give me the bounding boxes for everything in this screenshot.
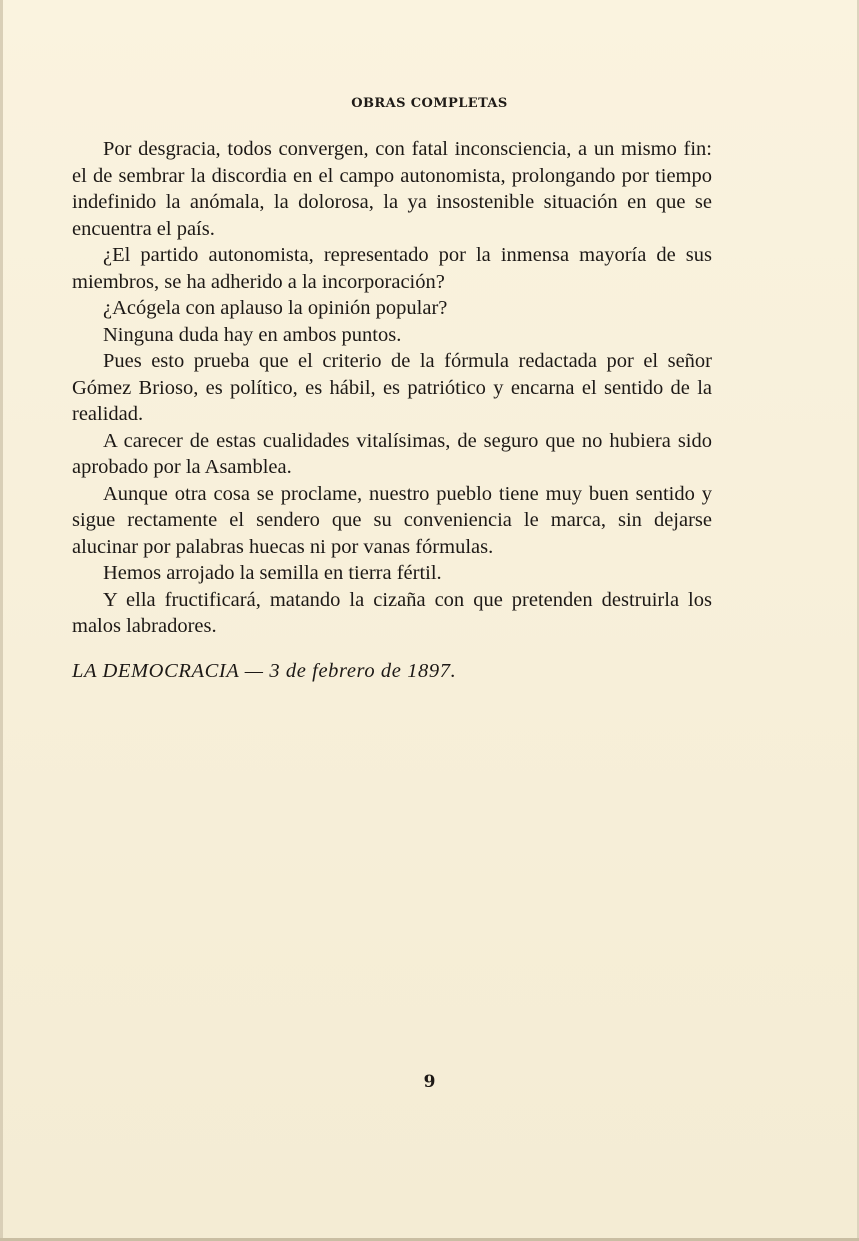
paragraph-2: ¿El partido autonomista, representado por la inmensa mayoría de sus miembros, se ha adherido a la incorporación? [72,244,712,293]
source-signature: LA DEMOCRACIA — 3 de febrero de 1897. [72,660,457,682]
paragraph-4: Ninguna duda hay en ambos puntos. [103,323,402,346]
running-head: OBRAS COMPLETAS [351,96,508,111]
paragraph-1: Por desgracia, todos convergen, con fatal inconsciencia, a un mismo fin: el de sembrar la discordia en el campo autonomista, prolongando por tiempo indefinido la anómala, la dolorosa, la ya insostenible situación en que se encuentra el país. [72,138,712,240]
paragraph-8: Hemos arrojado la semilla en tierra fértil. [103,562,442,584]
article-body [72,136,712,640]
paragraph-5: Pues esto prueba que el criterio de la fórmula redactada por el señor Gómez Brioso, es político, es hábil, es patriótico y encarna el sentido de la realidad. [72,350,712,425]
paragraph-6: A carecer de estas cualidades vitalísimas, de seguro que no hubiera sido aprobado por la Asamblea. [72,429,712,478]
page-number: 9 [423,1072,436,1092]
paragraph-9: Y ella fructificará, matando la cizaña con que pretenden destruirla los malos labradores. [72,588,712,637]
paragraph-7: Aunque otra cosa se proclame, nuestro pueblo tiene muy buen sentido y sigue rectamente el sendero que su conveniencia le marca, sin dejarse alucinar por palabras huecas ni por vanas fórmulas. [72,482,712,558]
paragraph-3: ¿Acógela con aplauso la opinión popular? [103,297,448,319]
page-left-edge [0,0,3,1241]
